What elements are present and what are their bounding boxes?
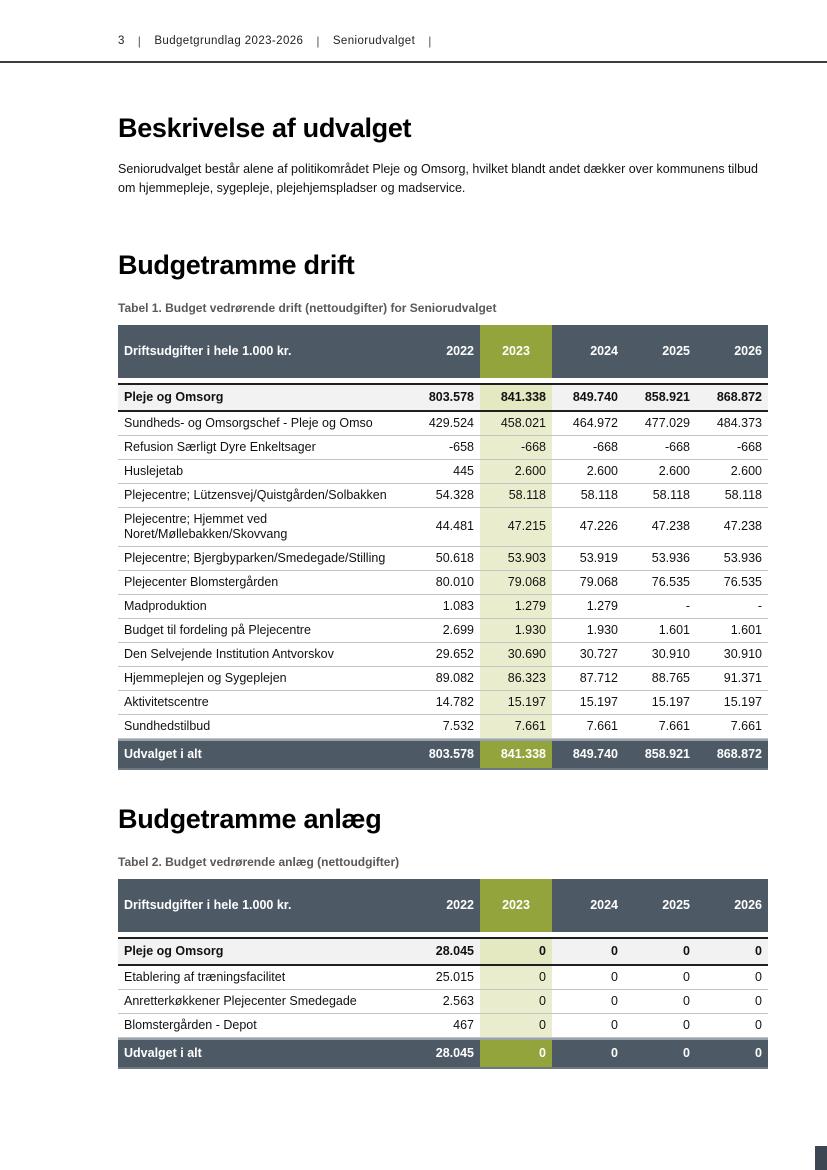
table-row bbox=[118, 619, 768, 643]
value-cell: 1.601 bbox=[696, 619, 768, 643]
total-value-cell: 803.578 bbox=[408, 739, 480, 770]
value-cell: 1.279 bbox=[480, 595, 552, 619]
table-title-cell: Driftsudgifter i hele 1.000 kr. bbox=[118, 879, 408, 937]
table-row bbox=[118, 595, 768, 619]
table-total-row bbox=[118, 739, 768, 770]
value-cell: 458.021 bbox=[480, 412, 552, 436]
value-cell: 15.197 bbox=[696, 691, 768, 715]
value-cell: 53.936 bbox=[624, 547, 696, 571]
row-label: Plejecentre; Bjergbyparken/Smedegade/Stilling bbox=[118, 547, 408, 571]
page-header bbox=[0, 0, 827, 48]
value-cell: 50.618 bbox=[408, 547, 480, 571]
value-cell: 2.600 bbox=[696, 460, 768, 484]
value-cell: 53.936 bbox=[696, 547, 768, 571]
value-cell: 0 bbox=[696, 990, 768, 1014]
value-cell: 30.690 bbox=[480, 643, 552, 667]
value-cell: 79.068 bbox=[552, 571, 624, 595]
value-cell: 0 bbox=[552, 1014, 624, 1038]
row-label: Madproduktion bbox=[118, 595, 408, 619]
total-value-cell: 868.872 bbox=[696, 739, 768, 770]
row-label: Den Selvejende Institution Antvorskov bbox=[118, 643, 408, 667]
value-cell: -668 bbox=[480, 436, 552, 460]
value-cell: 2.600 bbox=[552, 460, 624, 484]
row-label: Plejecenter Blomstergården bbox=[118, 571, 408, 595]
section-heading-drift: Budgetramme drift bbox=[118, 249, 355, 280]
row-label: Pleje og Omsorg bbox=[118, 383, 408, 412]
value-cell: 47.226 bbox=[552, 508, 624, 547]
total-value-cell: 0 bbox=[480, 1038, 552, 1069]
year-column-header: 2026 bbox=[696, 879, 768, 937]
table-row bbox=[118, 508, 768, 547]
table-row bbox=[118, 1014, 768, 1038]
value-cell: 44.481 bbox=[408, 508, 480, 547]
value-cell: 47.238 bbox=[624, 508, 696, 547]
row-label: Etablering af træningsfacilitet bbox=[118, 966, 408, 990]
value-cell: 0 bbox=[696, 1014, 768, 1038]
value-cell: 467 bbox=[408, 1014, 480, 1038]
page-title: Beskrivelse af udvalget bbox=[118, 113, 412, 143]
table2-caption: Tabel 2. Budget vedrørende anlæg (nettoudgifter) bbox=[118, 854, 400, 869]
year-column-header: 2026 bbox=[696, 325, 768, 383]
value-cell: 58.118 bbox=[696, 484, 768, 508]
value-cell: 0 bbox=[624, 990, 696, 1014]
anlaeg-budget-table bbox=[118, 879, 768, 1069]
total-value-cell: 0 bbox=[696, 1038, 768, 1069]
document-title-breadcrumb: Budgetgrundlag 2023-2026 bbox=[154, 35, 304, 47]
section-heading-anlaeg: Budgetramme anlæg bbox=[118, 803, 382, 834]
value-cell: 30.910 bbox=[696, 643, 768, 667]
value-cell: 0 bbox=[624, 1014, 696, 1038]
committee-breadcrumb: Seniorudvalget bbox=[332, 35, 416, 47]
value-cell: 80.010 bbox=[408, 571, 480, 595]
value-cell: 76.535 bbox=[624, 571, 696, 595]
value-cell: 0 bbox=[480, 966, 552, 990]
value-cell: 47.238 bbox=[696, 508, 768, 547]
table-row bbox=[118, 966, 768, 990]
value-cell: 91.371 bbox=[696, 667, 768, 691]
drift-table-head bbox=[118, 325, 768, 383]
year-column-header: 2023 bbox=[480, 879, 552, 937]
total-value-cell: 849.740 bbox=[552, 739, 624, 770]
table-row bbox=[118, 412, 768, 436]
total-value-cell: 28.045 bbox=[408, 1038, 480, 1069]
value-cell: 47.215 bbox=[480, 508, 552, 547]
value-cell: 464.972 bbox=[552, 412, 624, 436]
year-column-header: 2024 bbox=[552, 879, 624, 937]
table-row bbox=[118, 436, 768, 460]
table-row bbox=[118, 571, 768, 595]
value-cell: 14.782 bbox=[408, 691, 480, 715]
value-cell: 58.118 bbox=[480, 484, 552, 508]
value-cell: 484.373 bbox=[696, 412, 768, 436]
value-cell: 28.045 bbox=[408, 937, 480, 966]
drift-header-row bbox=[118, 325, 768, 383]
value-cell: 2.600 bbox=[480, 460, 552, 484]
row-label: Sundheds- og Omsorgschef - Pleje og Omso bbox=[118, 412, 408, 436]
value-cell: 7.661 bbox=[480, 715, 552, 739]
value-cell: 87.712 bbox=[552, 667, 624, 691]
value-cell: 1.930 bbox=[480, 619, 552, 643]
value-cell: 7.661 bbox=[624, 715, 696, 739]
value-cell: 0 bbox=[624, 937, 696, 966]
value-cell: 58.118 bbox=[552, 484, 624, 508]
table-row bbox=[118, 990, 768, 1014]
value-cell: 0 bbox=[696, 937, 768, 966]
value-cell: 445 bbox=[408, 460, 480, 484]
total-label: Udvalget i alt bbox=[118, 1038, 408, 1069]
drift-table-body bbox=[118, 383, 768, 739]
value-cell: 0 bbox=[480, 1014, 552, 1038]
value-cell: 477.029 bbox=[624, 412, 696, 436]
value-cell: 0 bbox=[480, 990, 552, 1014]
value-cell: 89.082 bbox=[408, 667, 480, 691]
value-cell: 25.015 bbox=[408, 966, 480, 990]
header-rule bbox=[0, 61, 827, 63]
value-cell: 29.652 bbox=[408, 643, 480, 667]
value-cell: 7.661 bbox=[552, 715, 624, 739]
year-column-header: 2024 bbox=[552, 325, 624, 383]
value-cell: 79.068 bbox=[480, 571, 552, 595]
anlaeg-header-row bbox=[118, 879, 768, 937]
value-cell: 803.578 bbox=[408, 383, 480, 412]
value-cell: 76.535 bbox=[696, 571, 768, 595]
total-value-cell: 841.338 bbox=[480, 739, 552, 770]
value-cell: 53.903 bbox=[480, 547, 552, 571]
value-cell: 0 bbox=[480, 937, 552, 966]
total-label: Udvalget i alt bbox=[118, 739, 408, 770]
value-cell: 0 bbox=[624, 966, 696, 990]
value-cell: 849.740 bbox=[552, 383, 624, 412]
separator-pipe: | bbox=[316, 34, 320, 48]
value-cell: -668 bbox=[696, 436, 768, 460]
row-label: Aktivitetscentre bbox=[118, 691, 408, 715]
anlaeg-table-body bbox=[118, 937, 768, 1038]
value-cell: 54.328 bbox=[408, 484, 480, 508]
value-cell: 1.601 bbox=[624, 619, 696, 643]
table-row bbox=[118, 691, 768, 715]
page-content bbox=[118, 113, 768, 1069]
value-cell: 429.524 bbox=[408, 412, 480, 436]
table-row bbox=[118, 383, 768, 412]
value-cell: 2.563 bbox=[408, 990, 480, 1014]
value-cell: 15.197 bbox=[624, 691, 696, 715]
table-row bbox=[118, 547, 768, 571]
value-cell: 7.532 bbox=[408, 715, 480, 739]
year-column-header: 2025 bbox=[624, 879, 696, 937]
value-cell: -668 bbox=[552, 436, 624, 460]
value-cell: 2.600 bbox=[624, 460, 696, 484]
value-cell: 30.910 bbox=[624, 643, 696, 667]
anlaeg-table-foot bbox=[118, 1038, 768, 1069]
row-label: Anretterkøkkener Plejecenter Smedegade bbox=[118, 990, 408, 1014]
value-cell: 88.765 bbox=[624, 667, 696, 691]
value-cell: 86.323 bbox=[480, 667, 552, 691]
table-row bbox=[118, 715, 768, 739]
intro-paragraph: Seniorudvalget består alene af politikområdet Pleje og Omsorg, hvilket blandt andet dækker over kommunens tilbud om hjemmepleje, sygepleje, plejehjemspladser og madservice. bbox=[118, 162, 758, 195]
value-cell: 58.118 bbox=[624, 484, 696, 508]
value-cell: 2.699 bbox=[408, 619, 480, 643]
table-row bbox=[118, 460, 768, 484]
value-cell: -658 bbox=[408, 436, 480, 460]
page-corner-mark bbox=[815, 1146, 827, 1170]
value-cell: 30.727 bbox=[552, 643, 624, 667]
value-cell: 868.872 bbox=[696, 383, 768, 412]
table-total-row bbox=[118, 1038, 768, 1069]
page-number: 3 bbox=[118, 35, 125, 47]
total-value-cell: 0 bbox=[552, 1038, 624, 1069]
value-cell: -668 bbox=[624, 436, 696, 460]
value-cell: - bbox=[696, 595, 768, 619]
value-cell: 858.921 bbox=[624, 383, 696, 412]
row-label: Pleje og Omsorg bbox=[118, 937, 408, 966]
year-column-header: 2023 bbox=[480, 325, 552, 383]
value-cell: 15.197 bbox=[480, 691, 552, 715]
row-label: Blomstergården - Depot bbox=[118, 1014, 408, 1038]
year-column-header: 2022 bbox=[408, 325, 480, 383]
drift-table-foot bbox=[118, 739, 768, 770]
value-cell: 841.338 bbox=[480, 383, 552, 412]
drift-budget-table bbox=[118, 325, 768, 770]
row-label: Plejecentre; Hjemmet ved Noret/Møllebakken/Skovvang bbox=[118, 508, 408, 547]
table-row bbox=[118, 643, 768, 667]
value-cell: 0 bbox=[552, 966, 624, 990]
separator-pipe: | bbox=[428, 34, 432, 48]
table1-caption: Tabel 1. Budget vedrørende drift (nettoudgifter) for Seniorudvalget bbox=[118, 300, 497, 315]
year-column-header: 2022 bbox=[408, 879, 480, 937]
value-cell: 0 bbox=[552, 990, 624, 1014]
anlaeg-table-head bbox=[118, 879, 768, 937]
value-cell: - bbox=[624, 595, 696, 619]
row-label: Plejecentre; Lützensvej/Quistgården/Solbakken bbox=[118, 484, 408, 508]
row-label: Hjemmeplejen og Sygeplejen bbox=[118, 667, 408, 691]
value-cell: 0 bbox=[696, 966, 768, 990]
table-row bbox=[118, 937, 768, 966]
table-row bbox=[118, 484, 768, 508]
value-cell: 7.661 bbox=[696, 715, 768, 739]
total-value-cell: 858.921 bbox=[624, 739, 696, 770]
row-label: Budget til fordeling på Plejecentre bbox=[118, 619, 408, 643]
total-value-cell: 0 bbox=[624, 1038, 696, 1069]
value-cell: 1.930 bbox=[552, 619, 624, 643]
value-cell: 1.083 bbox=[408, 595, 480, 619]
separator-pipe: | bbox=[137, 34, 142, 48]
value-cell: 1.279 bbox=[552, 595, 624, 619]
year-column-header: 2025 bbox=[624, 325, 696, 383]
row-label: Refusion Særligt Dyre Enkeltsager bbox=[118, 436, 408, 460]
table-row bbox=[118, 667, 768, 691]
value-cell: 53.919 bbox=[552, 547, 624, 571]
row-label: Huslejetab bbox=[118, 460, 408, 484]
table-title-cell: Driftsudgifter i hele 1.000 kr. bbox=[118, 325, 408, 383]
value-cell: 15.197 bbox=[552, 691, 624, 715]
row-label: Sundhedstilbud bbox=[118, 715, 408, 739]
value-cell: 0 bbox=[552, 937, 624, 966]
